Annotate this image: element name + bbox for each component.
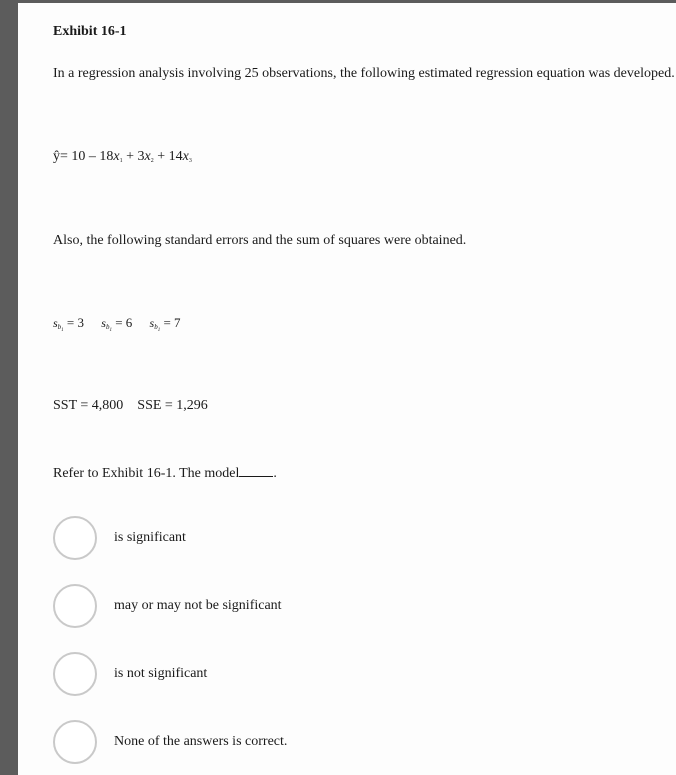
standard-error-symbol xyxy=(149,316,161,333)
equation-term-3: + 3 xyxy=(122,149,145,164)
exhibit-title: Exhibit 16-1 xyxy=(53,24,127,39)
sum-of-squares-row xyxy=(53,398,222,414)
standard-error-3 xyxy=(150,315,181,333)
question-prompt xyxy=(53,464,277,482)
se-s: s xyxy=(149,316,155,330)
answer-blank xyxy=(239,464,273,477)
question-text: Refer to Exhibit 16-1. The model xyxy=(53,466,240,481)
question-end: . xyxy=(273,466,277,481)
radio-button-1[interactable] xyxy=(53,516,97,560)
se-index: 1 xyxy=(157,328,161,333)
sse-value: SSE = 1,296 xyxy=(137,398,208,413)
standard-error-value: = 7 xyxy=(160,315,181,330)
se-b: b xyxy=(154,323,158,331)
equation-x2-sub: 2 xyxy=(150,158,154,164)
standard-error-symbol xyxy=(53,316,64,333)
answer-option-2[interactable] xyxy=(53,584,653,636)
regression-equation xyxy=(53,149,192,165)
answer-option-3[interactable] xyxy=(53,652,653,704)
equation-x2: x xyxy=(144,149,151,164)
equation-term-14: + 14 xyxy=(153,149,183,164)
equation-x3: x xyxy=(182,149,189,164)
standard-error-value: = 6 xyxy=(111,315,133,330)
answer-option-label: None of the answers is correct. xyxy=(114,734,288,749)
radio-button-4[interactable] xyxy=(53,720,97,764)
equation-x1: x xyxy=(113,149,120,164)
answer-option-4[interactable] xyxy=(53,720,653,772)
se-index: 1 xyxy=(61,328,64,333)
answer-option-label: is not significant xyxy=(114,666,208,681)
standard-error-2 xyxy=(101,315,132,333)
standard-error-1 xyxy=(53,315,84,333)
exhibit-also-text: Also, the following standard errors and the sum of squares were obtained. xyxy=(53,233,467,248)
answer-option-label: is significant xyxy=(114,530,186,545)
exhibit-intro: In a regression analysis involving 25 observations, the following estimated regression equation was developed. xyxy=(53,66,675,81)
standard-error-value: = 3 xyxy=(63,315,85,330)
se-s: s xyxy=(53,316,58,330)
se-b: b xyxy=(57,323,62,331)
standard-error-symbol xyxy=(101,316,112,333)
answer-option-1[interactable] xyxy=(53,516,653,568)
se-s: s xyxy=(101,316,106,330)
standard-errors-row xyxy=(53,315,195,333)
equation-lhs: ŷ= 10 – 18 xyxy=(53,149,114,164)
equation-x3-sub: 3 xyxy=(188,158,192,164)
answer-option-label: may or may not be significant xyxy=(114,598,282,613)
sst-value: SST = 4,800 xyxy=(53,398,124,413)
equation-x1-sub: 1 xyxy=(119,158,123,164)
radio-button-2[interactable] xyxy=(53,584,97,628)
se-index: 1 xyxy=(109,328,112,333)
radio-button-3[interactable] xyxy=(53,652,97,696)
se-b: b xyxy=(105,323,110,331)
